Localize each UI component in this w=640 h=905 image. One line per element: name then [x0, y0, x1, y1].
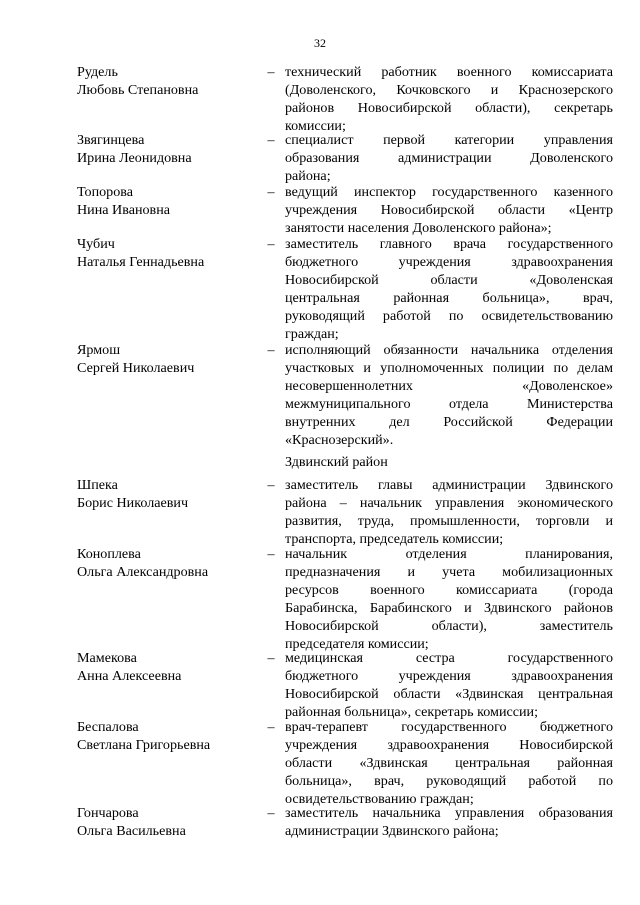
page-number: 32 [314, 36, 326, 50]
role-line: председателя комиссии; [285, 636, 429, 652]
role-line: районов Новосибирской области), секретарь [285, 100, 613, 116]
dash-separator: – [267, 805, 275, 821]
member-given-name: Сергей Николаевич [77, 360, 195, 376]
member-role [285, 131, 613, 185]
role-line: начальник отделения планирования, [285, 546, 613, 562]
dash-separator: – [267, 650, 275, 666]
role-line: районная больница», секретарь комиссии; [285, 704, 539, 720]
member-name [77, 545, 257, 581]
member-surname: Ярмош [77, 342, 121, 358]
member-given-name: Наталья Геннадьевна [77, 254, 205, 270]
dash-separator: – [267, 184, 275, 200]
member-name [77, 718, 257, 754]
member-role [285, 649, 613, 721]
role-line: комиссии; [285, 118, 346, 134]
role-line: предназначения и учета мобилизационных [285, 564, 613, 580]
role-line: несовершеннолетних «Доволенское» [285, 378, 613, 394]
member-name [77, 804, 257, 840]
member-role [285, 545, 613, 653]
role-line: внутренних дел Российской Федерации [285, 414, 613, 430]
dash-separator: – [267, 477, 275, 493]
member-role [285, 804, 613, 840]
member-surname: Мамекова [77, 650, 137, 666]
role-line: «Краснозерский». [285, 432, 394, 448]
role-line: межмуниципального отдела Министерства [285, 396, 613, 412]
role-line: занятости населения Доволенского района»; [285, 220, 552, 236]
role-line: бюджетного учреждения здравоохранения [285, 668, 613, 684]
role-line: заместитель главы администрации Здвинского [285, 477, 613, 493]
role-line: исполняющий обязанности начальника отделения [285, 342, 613, 358]
role-line: района; [285, 168, 331, 184]
role-line: освидетельствованию граждан; [285, 791, 474, 807]
member-role [285, 341, 613, 449]
role-line: развития, труда, промышленности, торговли и [285, 513, 613, 529]
dash-separator: – [267, 546, 275, 562]
member-name [77, 476, 257, 512]
member-given-name: Ольга Александровна [77, 564, 209, 580]
role-line: врач-терапевт государственного бюджетного [285, 719, 613, 735]
member-role [285, 718, 613, 808]
member-role [285, 63, 613, 135]
member-surname: Топорова [77, 184, 134, 200]
member-name [77, 131, 257, 167]
role-line: медицинская сестра государственного [285, 650, 613, 666]
dash-separator: – [267, 132, 275, 148]
role-line: специалист первой категории управления [285, 132, 613, 148]
member-given-name: Нина Ивановна [77, 202, 170, 218]
role-line: учреждения Новосибирской области «Центр [285, 202, 613, 218]
role-line: граждан; [285, 326, 339, 342]
member-given-name: Ольга Васильевна [77, 823, 186, 839]
member-role [285, 183, 613, 237]
section-heading-district: Здвинский район [285, 454, 388, 470]
role-line: заместитель начальника управления образования [285, 805, 613, 821]
member-name [77, 341, 257, 377]
member-name [77, 235, 257, 271]
role-line: технический работник военного комиссариата [285, 64, 613, 80]
role-line: администрации Здвинского района; [285, 823, 499, 839]
dash-separator: – [267, 64, 275, 80]
dash-separator: – [267, 719, 275, 735]
role-line: образования администрации Доволенского [285, 150, 613, 166]
role-line: учреждения здравоохранения Новосибирской [285, 737, 613, 753]
member-given-name: Светлана Григорьевна [77, 737, 211, 753]
member-given-name: Любовь Степановна [77, 82, 199, 98]
member-role [285, 235, 613, 343]
role-line: центральная районная больница», врач, [285, 290, 613, 306]
role-line: ресурсов военного комиссариата (города [285, 582, 613, 598]
role-line: (Доволенского, Кочковского и Краснозерского [285, 82, 613, 98]
role-line: ведущий инспектор государственного казенного [285, 184, 613, 200]
member-given-name: Анна Алексеевна [77, 668, 182, 684]
dash-separator: – [267, 236, 275, 252]
member-given-name: Борис Николаевич [77, 495, 189, 511]
member-surname: Рудель [77, 64, 118, 80]
role-line: участковых и уполномоченных полиции по делам [285, 360, 613, 376]
role-line: Новосибирской области «Здвинская центральная [285, 686, 613, 702]
role-line: больница», врач, руководящий работой по [285, 773, 613, 789]
member-name [77, 649, 257, 685]
member-name [77, 63, 257, 99]
role-line: Новосибирской области), заместитель [285, 618, 613, 634]
member-surname: Беспалова [77, 719, 139, 735]
member-surname: Шпека [77, 477, 118, 493]
member-surname: Чубич [77, 236, 115, 252]
member-role [285, 476, 613, 548]
dash-separator: – [267, 342, 275, 358]
member-surname: Звягинцева [77, 132, 145, 148]
member-given-name: Ирина Леонидовна [77, 150, 192, 166]
role-line: заместитель главного врача государственного [285, 236, 613, 252]
member-name [77, 183, 257, 219]
role-line: района – начальник управления экономического [285, 495, 613, 511]
role-line: Новосибирской области «Доволенская [285, 272, 613, 288]
role-line: бюджетного учреждения здравоохранения [285, 254, 613, 270]
role-line: руководящий работой по освидетельствованию [285, 308, 613, 324]
role-line: транспорта, председатель комиссии; [285, 531, 504, 547]
role-line: области «Здвинская центральная районная [285, 755, 613, 771]
member-surname: Коноплева [77, 546, 141, 562]
role-line: Барабинска, Барабинского и Здвинского районов [285, 600, 613, 616]
member-surname: Гончарова [77, 805, 139, 821]
